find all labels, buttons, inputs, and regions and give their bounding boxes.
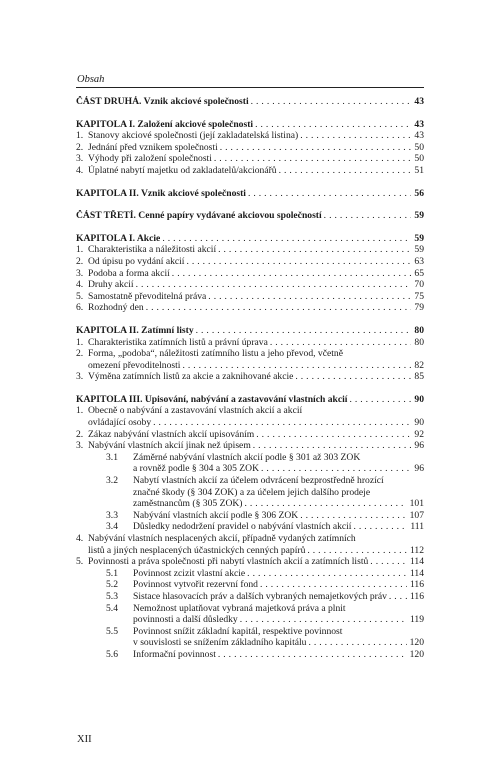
toc-entry-number: 5. <box>76 556 84 568</box>
toc-page-number: 120 <box>407 649 424 661</box>
toc-entry-number: 5.2 <box>106 579 118 591</box>
toc-entry-title: Úplatné nabytí majetku od zakladatelů/akcionářů <box>88 164 277 176</box>
toc-entry-title: Sistace hlasovacích práv a dalších vybraných nemajetkových práv <box>133 590 387 602</box>
toc-entry[interactable] <box>76 405 424 417</box>
toc-entry-title: Povinnost snížit základní kapitál, respektive povinnost <box>133 625 343 637</box>
toc-page-number: 119 <box>407 614 424 626</box>
toc-entry[interactable] <box>76 614 424 626</box>
toc-entry[interactable] <box>76 637 424 649</box>
toc-page-number: 51 <box>411 165 424 177</box>
toc-heading[interactable] <box>76 233 424 245</box>
toc-entry-number: 3.1 <box>106 451 118 463</box>
toc-page-number: 63 <box>411 256 424 268</box>
toc-page-number: 116 <box>407 579 424 591</box>
toc-entry-title: KAPITOLA III. Upisování, nabývání a zastavování vlastních akcií <box>76 393 348 405</box>
toc-page-number: 120 <box>407 637 424 649</box>
toc-entry-title: Nabývání vlastních akcií podle § 306 ZOK <box>133 509 299 521</box>
toc-page-number: 85 <box>411 371 424 383</box>
toc-entry-title: omezení převoditelnosti <box>88 359 181 371</box>
toc-page-number: 112 <box>407 545 424 557</box>
toc-entry-number: 3. <box>76 440 84 452</box>
toc-entry-title: KAPITOLA II. Zatímní listy <box>76 324 194 336</box>
toc-entry[interactable] <box>76 498 424 510</box>
toc-entry-title: Záměrné nabývání vlastních akcií podle § 301 až 303 ZOK <box>133 451 361 463</box>
toc-entry-number: 2. <box>76 255 84 267</box>
toc-entry-title: Stanovy akciové společnosti (její zakladatelská listina) <box>88 130 299 142</box>
toc-entry[interactable] <box>76 142 424 154</box>
toc-entry-number: 1. <box>76 336 84 348</box>
toc-page-number: 43 <box>411 119 424 131</box>
toc-heading[interactable] <box>76 188 424 200</box>
toc-entry[interactable] <box>76 337 424 349</box>
toc-entry[interactable] <box>76 579 424 591</box>
toc-entry-number: 5.3 <box>106 590 118 602</box>
toc-page-number: 50 <box>411 142 424 154</box>
toc-page-number: 111 <box>407 521 424 533</box>
toc-entry[interactable] <box>76 591 424 603</box>
toc-entry-title: listů a jiných nesplacených účastnických cenných papírů <box>88 544 306 556</box>
toc-entry[interactable] <box>76 545 424 557</box>
toc-page-number: 96 <box>411 440 424 452</box>
running-header: Obsah <box>77 74 105 85</box>
toc-entry-title: Povinnosti a práva společnosti při nabytí vlastních akcií a zatímních listů <box>88 556 369 568</box>
toc-page-number: 50 <box>411 153 424 165</box>
toc-entry-title: Od úpisu po vydání akcií <box>88 255 185 267</box>
toc-page-number: 70 <box>411 279 424 291</box>
toc-entry[interactable] <box>76 244 424 256</box>
toc-page-number: 96 <box>411 463 424 475</box>
toc-entry[interactable] <box>76 256 424 268</box>
toc-entry-title: Povinnost vytvořit rezervní fond <box>133 579 258 591</box>
toc-entry-number: 5.5 <box>106 625 118 637</box>
toc-entry-title: Výhody při založení společnosti <box>88 153 212 165</box>
toc-entry-number: 4. <box>76 533 84 544</box>
toc-entry-number: 1. <box>76 130 84 142</box>
toc-entry-title: ČÁST TŘETÍ. Cenné papíry vydávané akciovou společností <box>76 210 322 222</box>
toc-entry-title: KAPITOLA I. Akcie <box>76 232 161 244</box>
toc-entry[interactable] <box>76 440 424 452</box>
toc-entry[interactable] <box>76 487 424 499</box>
toc-entry-title: Nabytí vlastních akcií za účelem odvrácení bezprostředně hrozící <box>133 475 384 487</box>
toc-entry[interactable] <box>76 521 424 533</box>
toc-page-number: 116 <box>407 591 424 603</box>
toc-entry-title: Rozhodný den <box>88 302 144 314</box>
toc-entry-title: Výměna zatímních listů za akcie a zaknihované akcie <box>88 371 294 383</box>
toc-entry[interactable] <box>76 360 424 372</box>
toc-entry[interactable] <box>76 463 424 475</box>
toc-entry[interactable] <box>76 302 424 314</box>
toc-page-number: 80 <box>411 337 424 349</box>
toc-entry[interactable] <box>76 533 424 545</box>
toc-entry[interactable] <box>76 649 424 661</box>
toc-entry-number: 2. <box>76 141 84 153</box>
toc-page-number: 43 <box>411 130 424 142</box>
toc-page-number: 90 <box>411 417 424 429</box>
page-number: XII <box>77 734 92 745</box>
toc-entry-title: Důsledky nedodržení pravidel o nabývání vlastních akcií <box>133 521 352 533</box>
toc-page-number: 107 <box>407 510 424 522</box>
toc-entry-title: Obecně o nabývání a zastavování vlastních akcií a akcií <box>88 405 303 417</box>
toc-entry-number: 1. <box>76 244 84 256</box>
toc-entry-title: Zákaz nabývání vlastních akcií upisováním <box>88 428 255 440</box>
toc-page-number: 80 <box>411 325 424 337</box>
toc-entry-title: v souvislosti se snížením základního kapitálu <box>133 637 307 649</box>
toc-entry-title: Charakteristika a náležitosti akcií <box>88 244 217 256</box>
toc-entry[interactable] <box>76 268 424 280</box>
toc-entry[interactable] <box>76 279 424 291</box>
toc-page-number: 59 <box>411 233 424 245</box>
toc-entry[interactable] <box>76 348 424 360</box>
toc-entry[interactable] <box>76 568 424 580</box>
toc-entry[interactable] <box>76 429 424 441</box>
toc-heading[interactable] <box>76 96 424 108</box>
toc-page-number: 114 <box>407 568 424 580</box>
toc-entry-title: Nabývání vlastních nesplacených akcií, případně vydaných zatímních <box>88 533 356 544</box>
toc-entry[interactable] <box>76 510 424 522</box>
toc-entry-title: Jednání před vznikem společnosti <box>88 141 218 153</box>
toc-entry-title: povinnosti a další důsledky <box>133 614 238 626</box>
toc-entry-title: KAPITOLA I. Založení akciové společnosti <box>76 118 254 130</box>
toc-heading[interactable] <box>76 325 424 337</box>
toc-entry-title: Samostatně převoditelná práva <box>88 290 207 302</box>
toc-entry-number: 1. <box>76 405 84 417</box>
toc-page-number: 82 <box>411 360 424 372</box>
toc-entry[interactable] <box>76 556 424 568</box>
toc-page-number: 90 <box>411 394 424 406</box>
toc-entry-title: KAPITOLA II. Vznik akciové společnosti <box>76 187 246 199</box>
toc-entry-number: 4. <box>76 279 84 291</box>
toc-entry-number: 4. <box>76 164 84 176</box>
toc-entry-title: značné škody (§ 304 ZOK) a za účelem jejich dalšího prodeje <box>133 486 371 498</box>
toc-entry-title: Informační povinnost <box>133 648 216 660</box>
toc-entry-number: 5.1 <box>106 567 118 579</box>
toc-entry[interactable] <box>76 130 424 142</box>
toc-entry-number: 3. <box>76 267 84 279</box>
toc-heading[interactable] <box>76 394 424 406</box>
header-rule <box>76 87 424 88</box>
toc-page-number: 101 <box>407 498 424 510</box>
toc-entry-number: 5.6 <box>106 648 118 660</box>
toc-entry-title: ČÁST DRUHÁ. Vznik akciové společnosti <box>76 96 249 107</box>
toc-entry-title: Nemožnost uplatňovat vybraná majetková práva a plnit <box>133 602 346 614</box>
toc-entry-title: Podoba a forma akcií <box>88 267 170 279</box>
toc-entry-number: 6. <box>76 302 84 314</box>
toc-entry-number: 2. <box>76 348 84 360</box>
toc-page-number: 56 <box>411 188 424 200</box>
toc-entry-number: 3.3 <box>106 509 118 521</box>
toc-entry-number: 3.2 <box>106 475 118 487</box>
toc-entry[interactable] <box>76 371 424 383</box>
toc-entry-title: Povinnost zcizit vlastní akcie <box>133 567 246 579</box>
toc-entry-title: zaměstnancům (§ 305 ZOK) <box>133 498 243 510</box>
toc-heading[interactable] <box>76 210 424 222</box>
toc-entry[interactable] <box>76 626 424 638</box>
toc-entry[interactable] <box>76 452 424 464</box>
toc-entry[interactable] <box>76 417 424 429</box>
toc-heading[interactable] <box>76 119 424 131</box>
toc-page-number: 79 <box>411 302 424 314</box>
toc-entry-title: a rovněž podle § 304 a 305 ZOK <box>133 463 260 475</box>
toc-page-number: 114 <box>407 556 424 568</box>
toc-entry-number: 5. <box>76 290 84 302</box>
toc-page-number: 75 <box>411 291 424 303</box>
toc-page-number: 43 <box>411 96 424 108</box>
toc-entry[interactable] <box>76 603 424 615</box>
toc-page-number: 92 <box>411 429 424 441</box>
toc-entry-title: Druhy akcií <box>88 279 134 291</box>
toc-entry-number: 5.4 <box>106 602 118 614</box>
toc-entry[interactable] <box>76 165 424 177</box>
table-of-contents <box>76 96 424 661</box>
toc-entry-number: 3. <box>76 371 84 383</box>
toc-entry-title: Charakteristika zatímních listů a právní úprava <box>88 336 268 348</box>
toc-entry[interactable] <box>76 153 424 165</box>
toc-entry-title: Forma, „podoba“, náležitosti zatímního listu a jeho převod, včetně <box>88 348 343 360</box>
toc-entry-number: 3. <box>76 153 84 165</box>
toc-page-number: 59 <box>411 210 424 222</box>
toc-entry-title: Nabývání vlastních akcií jinak než úpisem <box>88 440 251 452</box>
toc-entry[interactable] <box>76 291 424 303</box>
toc-entry-number: 2. <box>76 428 84 440</box>
toc-page-number: 65 <box>411 268 424 280</box>
toc-page-number: 59 <box>411 244 424 256</box>
toc-entry-number: 3.4 <box>106 521 118 533</box>
toc-entry-title: ovládající osoby <box>88 417 152 429</box>
toc-entry[interactable] <box>76 475 424 487</box>
